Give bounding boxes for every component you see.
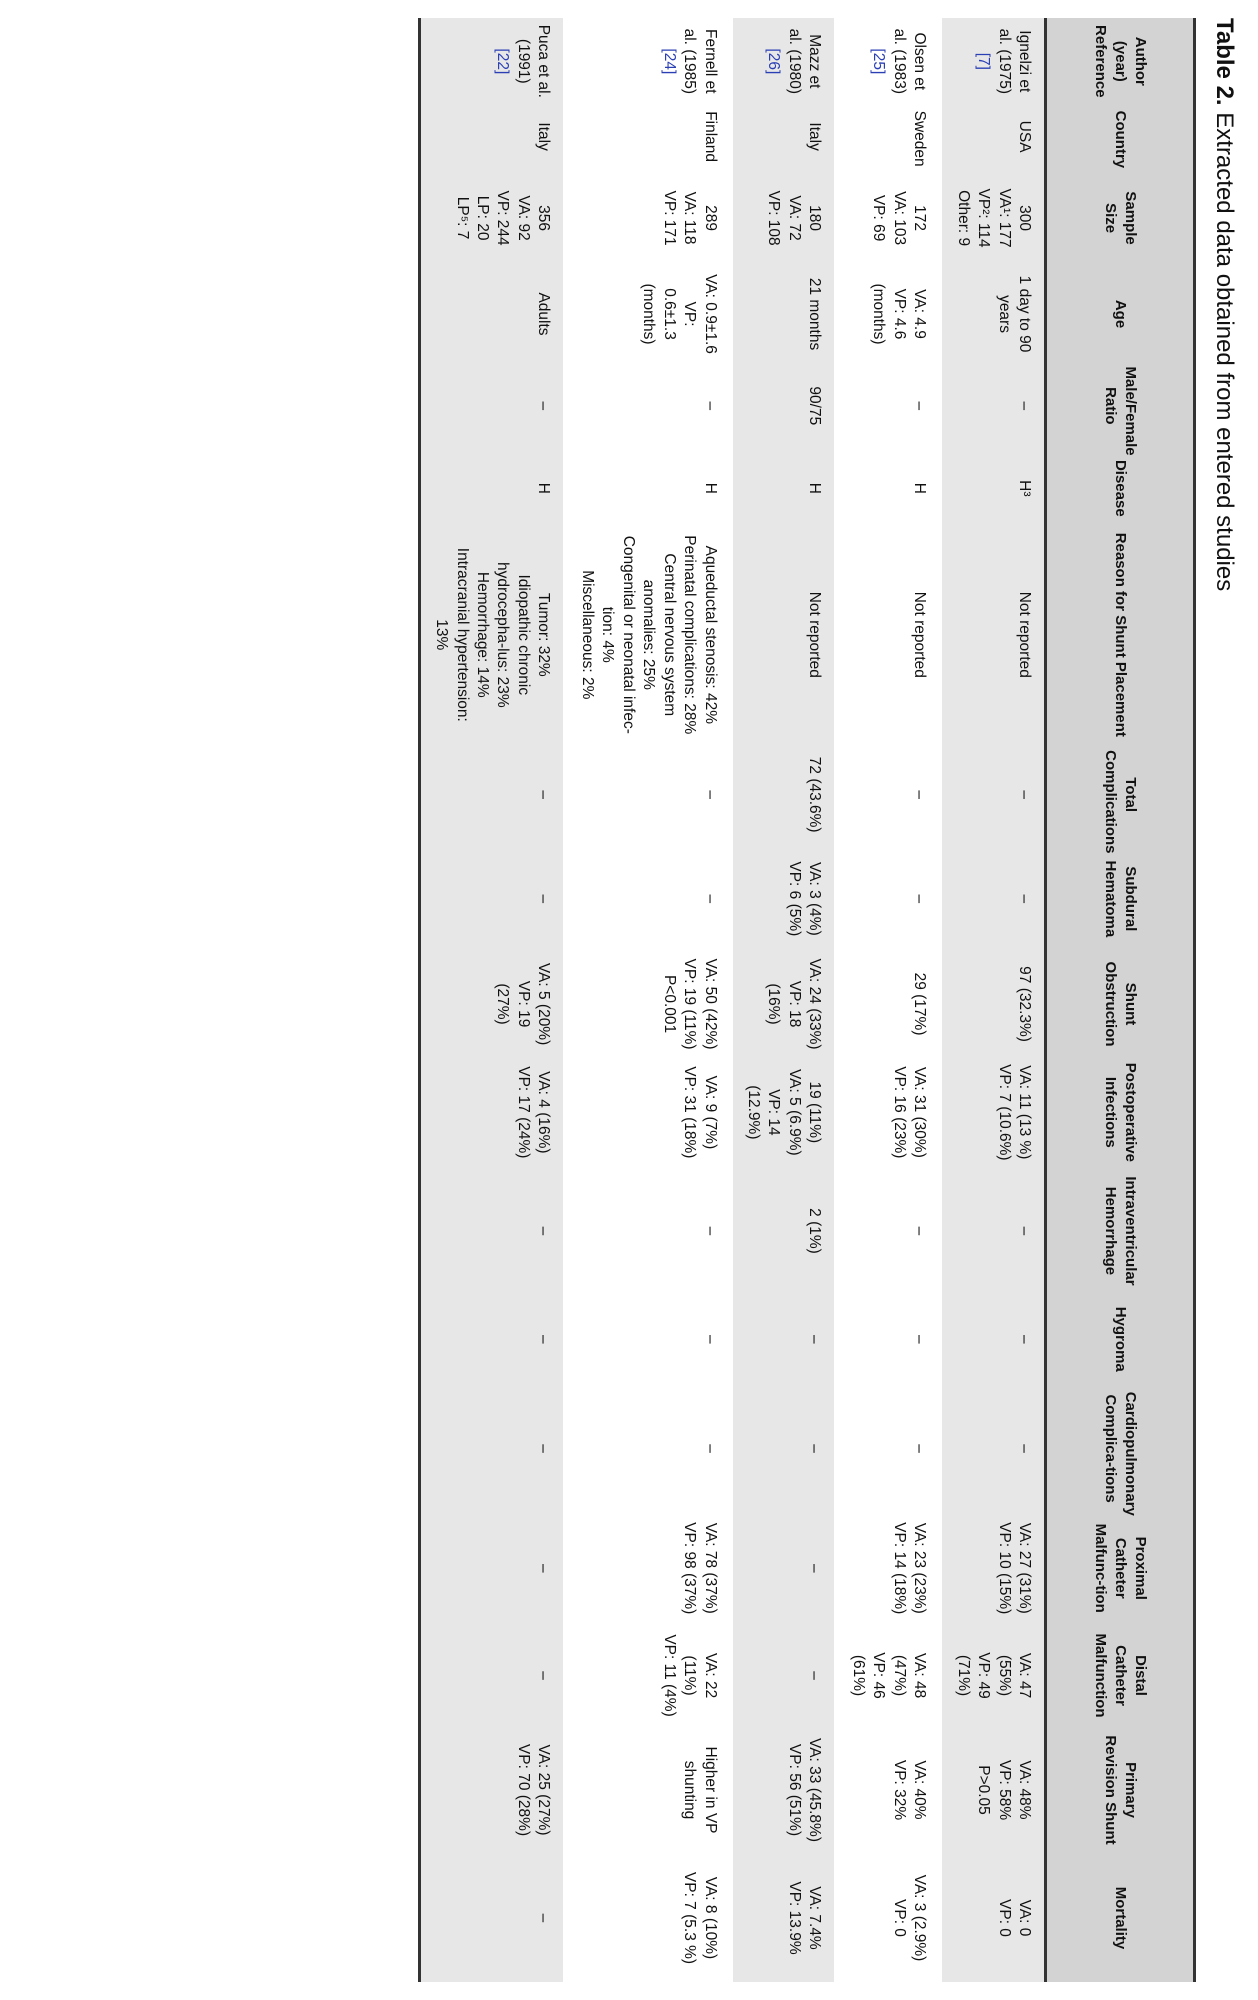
table-header — [1046, 18, 1195, 1982]
data-cell: Italy — [419, 105, 565, 169]
data-cell: – — [565, 845, 731, 952]
data-cell: – — [565, 1169, 731, 1293]
column-header: Author (year) Reference — [1046, 18, 1195, 105]
data-cell: – — [836, 1293, 941, 1386]
data-cell: VA: 40% VP: 32% — [836, 1726, 941, 1854]
data-cell: VA: 8 (10%) VP: 7 (5.3 %) — [565, 1854, 731, 1982]
data-cell: 172 VA: 103 VP: 69 — [836, 169, 941, 268]
data-cell: Tumor: 32% Idiopathic chronic hydrocepha-lus: 23% Hemorrhage: 14% Intracranial hypertension: 13% — [419, 525, 565, 744]
data-cell: Not reported — [941, 525, 1046, 744]
data-cell: – — [419, 1625, 565, 1726]
author-cell — [836, 18, 941, 105]
data-cell: – — [836, 845, 941, 952]
reference-link[interactable]: [25] — [870, 48, 888, 75]
table-row — [941, 18, 1046, 1982]
data-cell: 90/75 — [731, 360, 836, 451]
data-cell: Aqueductal stenosis: 42% Perinatal complications: 28% Central nervous system anomalies: 25% Congenital or neonatal infec-tion: 4% Miscellaneous: 2% — [565, 525, 731, 744]
reference-link[interactable]: [24] — [660, 48, 678, 75]
column-header: Subdural Hematoma — [1046, 845, 1195, 952]
data-cell: – — [419, 360, 565, 451]
table-row — [419, 18, 565, 1982]
data-cell: VA: 4.9 VP: 4.6 (months) — [836, 268, 941, 361]
data-cell: 180 VA: 72 VP: 108 — [731, 169, 836, 268]
reference-link[interactable]: [22] — [494, 48, 512, 75]
data-cell: Higher in VP shunting — [565, 1726, 731, 1854]
data-cell: H — [565, 451, 731, 525]
data-cell: Adults — [419, 268, 565, 361]
data-cell: 289 VA: 118 VP: 171 — [565, 169, 731, 268]
data-cell: Finland — [565, 105, 731, 169]
data-cell: – — [836, 1169, 941, 1293]
column-header: Disease — [1046, 451, 1195, 525]
data-cell: VA: 0 VP: 0 — [941, 1854, 1046, 1982]
data-cell: VA: 24 (33%) VP: 18 (16%) — [731, 952, 836, 1055]
data-cell: – — [731, 1293, 836, 1386]
author-name: Fernell et al. (1985) — [681, 28, 719, 95]
data-cell: – — [941, 744, 1046, 845]
data-cell: – — [565, 1293, 731, 1386]
data-cell: 300 VA¹: 177 VP²: 114 Other: 9 — [941, 169, 1046, 268]
data-cell: VA: 33 (45.8%) VP: 56 (51%) — [731, 1726, 836, 1854]
data-cell: – — [419, 1386, 565, 1512]
data-cell: VA: 47 (55%) VP: 49 (71%) — [941, 1625, 1046, 1726]
data-cell: 2 (1%) — [731, 1169, 836, 1293]
column-header: Intraventricular Hemorrhage — [1046, 1169, 1195, 1293]
data-cell: VA: 27 (31%) VP: 10 (15%) — [941, 1512, 1046, 1625]
data-cell: VA: 78 (37%) VP: 98 (37%) — [565, 1512, 731, 1625]
data-cell: – — [836, 360, 941, 451]
author-cell — [731, 18, 836, 105]
data-cell: VA: 5 (20%) VP: 19 (27%) — [419, 952, 565, 1055]
data-cell: VA: 0.9±1.6 VP: 0.6±1.3 (months) — [565, 268, 731, 361]
data-cell: – — [941, 1169, 1046, 1293]
data-cell: USA — [941, 105, 1046, 169]
caption-label: Table 2. — [1211, 18, 1238, 106]
data-cell: VA: 4 (16%) VP: 17 (24%) — [419, 1056, 565, 1169]
column-header: Total Complications — [1046, 744, 1195, 845]
reference-link[interactable]: [26] — [765, 48, 783, 75]
table-row — [731, 18, 836, 1982]
caption-text: Extracted data obtained from entered studies — [1211, 112, 1238, 592]
data-cell: VA: 3 (4%) VP: 6 (5%) — [731, 845, 836, 952]
data-cell: H — [836, 451, 941, 525]
column-header: Primary Revision Shunt — [1046, 1726, 1195, 1854]
column-header: Sample Size — [1046, 169, 1195, 268]
author-name: Mazz et al. (1980) — [785, 28, 824, 95]
data-cell: 356 VA: 92 VP: 244 LP: 20 LP⁵: 7 — [419, 169, 565, 268]
data-cell: VA: 23 (23%) VP: 14 (18%) — [836, 1512, 941, 1625]
data-cell: Not reported — [836, 525, 941, 744]
data-cell: – — [565, 360, 731, 451]
table-caption — [1210, 18, 1238, 591]
data-cell: – — [731, 1625, 836, 1726]
data-cell: 72 (43.6%) — [731, 744, 836, 845]
data-cell: 29 (17%) — [836, 952, 941, 1055]
data-cell: – — [836, 744, 941, 845]
data-cell: VA: 25 (27%) VP: 70 (28%) — [419, 1726, 565, 1854]
table-body — [419, 18, 1045, 1982]
data-cell: – — [941, 360, 1046, 451]
column-header: Age — [1046, 268, 1195, 361]
data-cell: Sweden — [836, 105, 941, 169]
data-cell: H — [419, 451, 565, 525]
table-row — [565, 18, 731, 1982]
data-cell: – — [836, 1386, 941, 1512]
column-header: Proximal Catheter Malfunc-tion — [1046, 1512, 1195, 1625]
reference-link[interactable]: [7] — [975, 52, 993, 70]
data-cell: – — [419, 845, 565, 952]
data-cell: H — [731, 451, 836, 525]
column-header: Cardiopulmonary Complica-tions — [1046, 1386, 1195, 1512]
data-cell: 21 months — [731, 268, 836, 361]
author-name: Ignelzi et al. (1975) — [995, 28, 1033, 95]
data-cell: VA: 9 (7%) VP: 31 (18%) — [565, 1056, 731, 1169]
column-header: Shunt Obstruction — [1046, 952, 1195, 1055]
table-row — [836, 18, 941, 1982]
data-cell: 97 (32.3%) — [941, 952, 1046, 1055]
column-header: Postoperative Infections — [1046, 1056, 1195, 1169]
data-cell: VA: 48% VP: 58% P>0.05 — [941, 1726, 1046, 1854]
data-cell: – — [565, 1386, 731, 1512]
author-name: Puca et al. (1991) — [514, 24, 553, 98]
column-header: Reason for Shunt Placement — [1046, 525, 1195, 744]
data-cell: – — [565, 744, 731, 845]
data-cell: – — [419, 1293, 565, 1386]
data-cell: 19 (11%) VA: 5 (6.9%) VP: 14 (12.9%) — [731, 1056, 836, 1169]
author-cell — [419, 18, 565, 105]
data-cell: VA: 50 (42%) VP: 19 (11%) P<0.001 — [565, 952, 731, 1055]
data-cell: – — [731, 1386, 836, 1512]
column-header: Distal Catheter Malfunction — [1046, 1625, 1195, 1726]
data-cell: – — [941, 1293, 1046, 1386]
data-cell: VA: 11 (13 %) VP: 7 (10.6%) — [941, 1056, 1046, 1169]
data-cell: VA: 3 (2.9%) VP: 0 — [836, 1854, 941, 1982]
header-row — [1046, 18, 1195, 1982]
data-cell: VA: 7.4% VP: 13.9% — [731, 1854, 836, 1982]
data-cell: – — [419, 1854, 565, 1982]
author-name: Olsen et al. (1983) — [890, 28, 929, 95]
data-cell: VA: 48 (47%) VP: 46 (61%) — [836, 1625, 941, 1726]
data-cell: VA: 31 (30%) VP: 16 (23%) — [836, 1056, 941, 1169]
data-cell: Not reported — [731, 525, 836, 744]
data-cell: 1 day to 90 years — [941, 268, 1046, 361]
data-cell: Italy — [731, 105, 836, 169]
author-cell — [941, 18, 1046, 105]
data-cell: – — [419, 744, 565, 845]
column-header: Hygroma — [1046, 1293, 1195, 1386]
column-header: Male/Female Ratio — [1046, 360, 1195, 451]
data-cell: – — [731, 1512, 836, 1625]
data-cell: – — [419, 1512, 565, 1625]
author-cell — [565, 18, 731, 105]
extracted-data-table — [418, 18, 1196, 1982]
data-cell: – — [941, 845, 1046, 952]
data-cell: – — [941, 1386, 1046, 1512]
column-header: Mortality — [1046, 1854, 1195, 1982]
column-header: Country — [1046, 105, 1195, 169]
data-cell: VA: 22 (11%) VP: 11 (4%) — [565, 1625, 731, 1726]
data-cell: – — [419, 1169, 565, 1293]
data-cell: H³ — [941, 451, 1046, 525]
